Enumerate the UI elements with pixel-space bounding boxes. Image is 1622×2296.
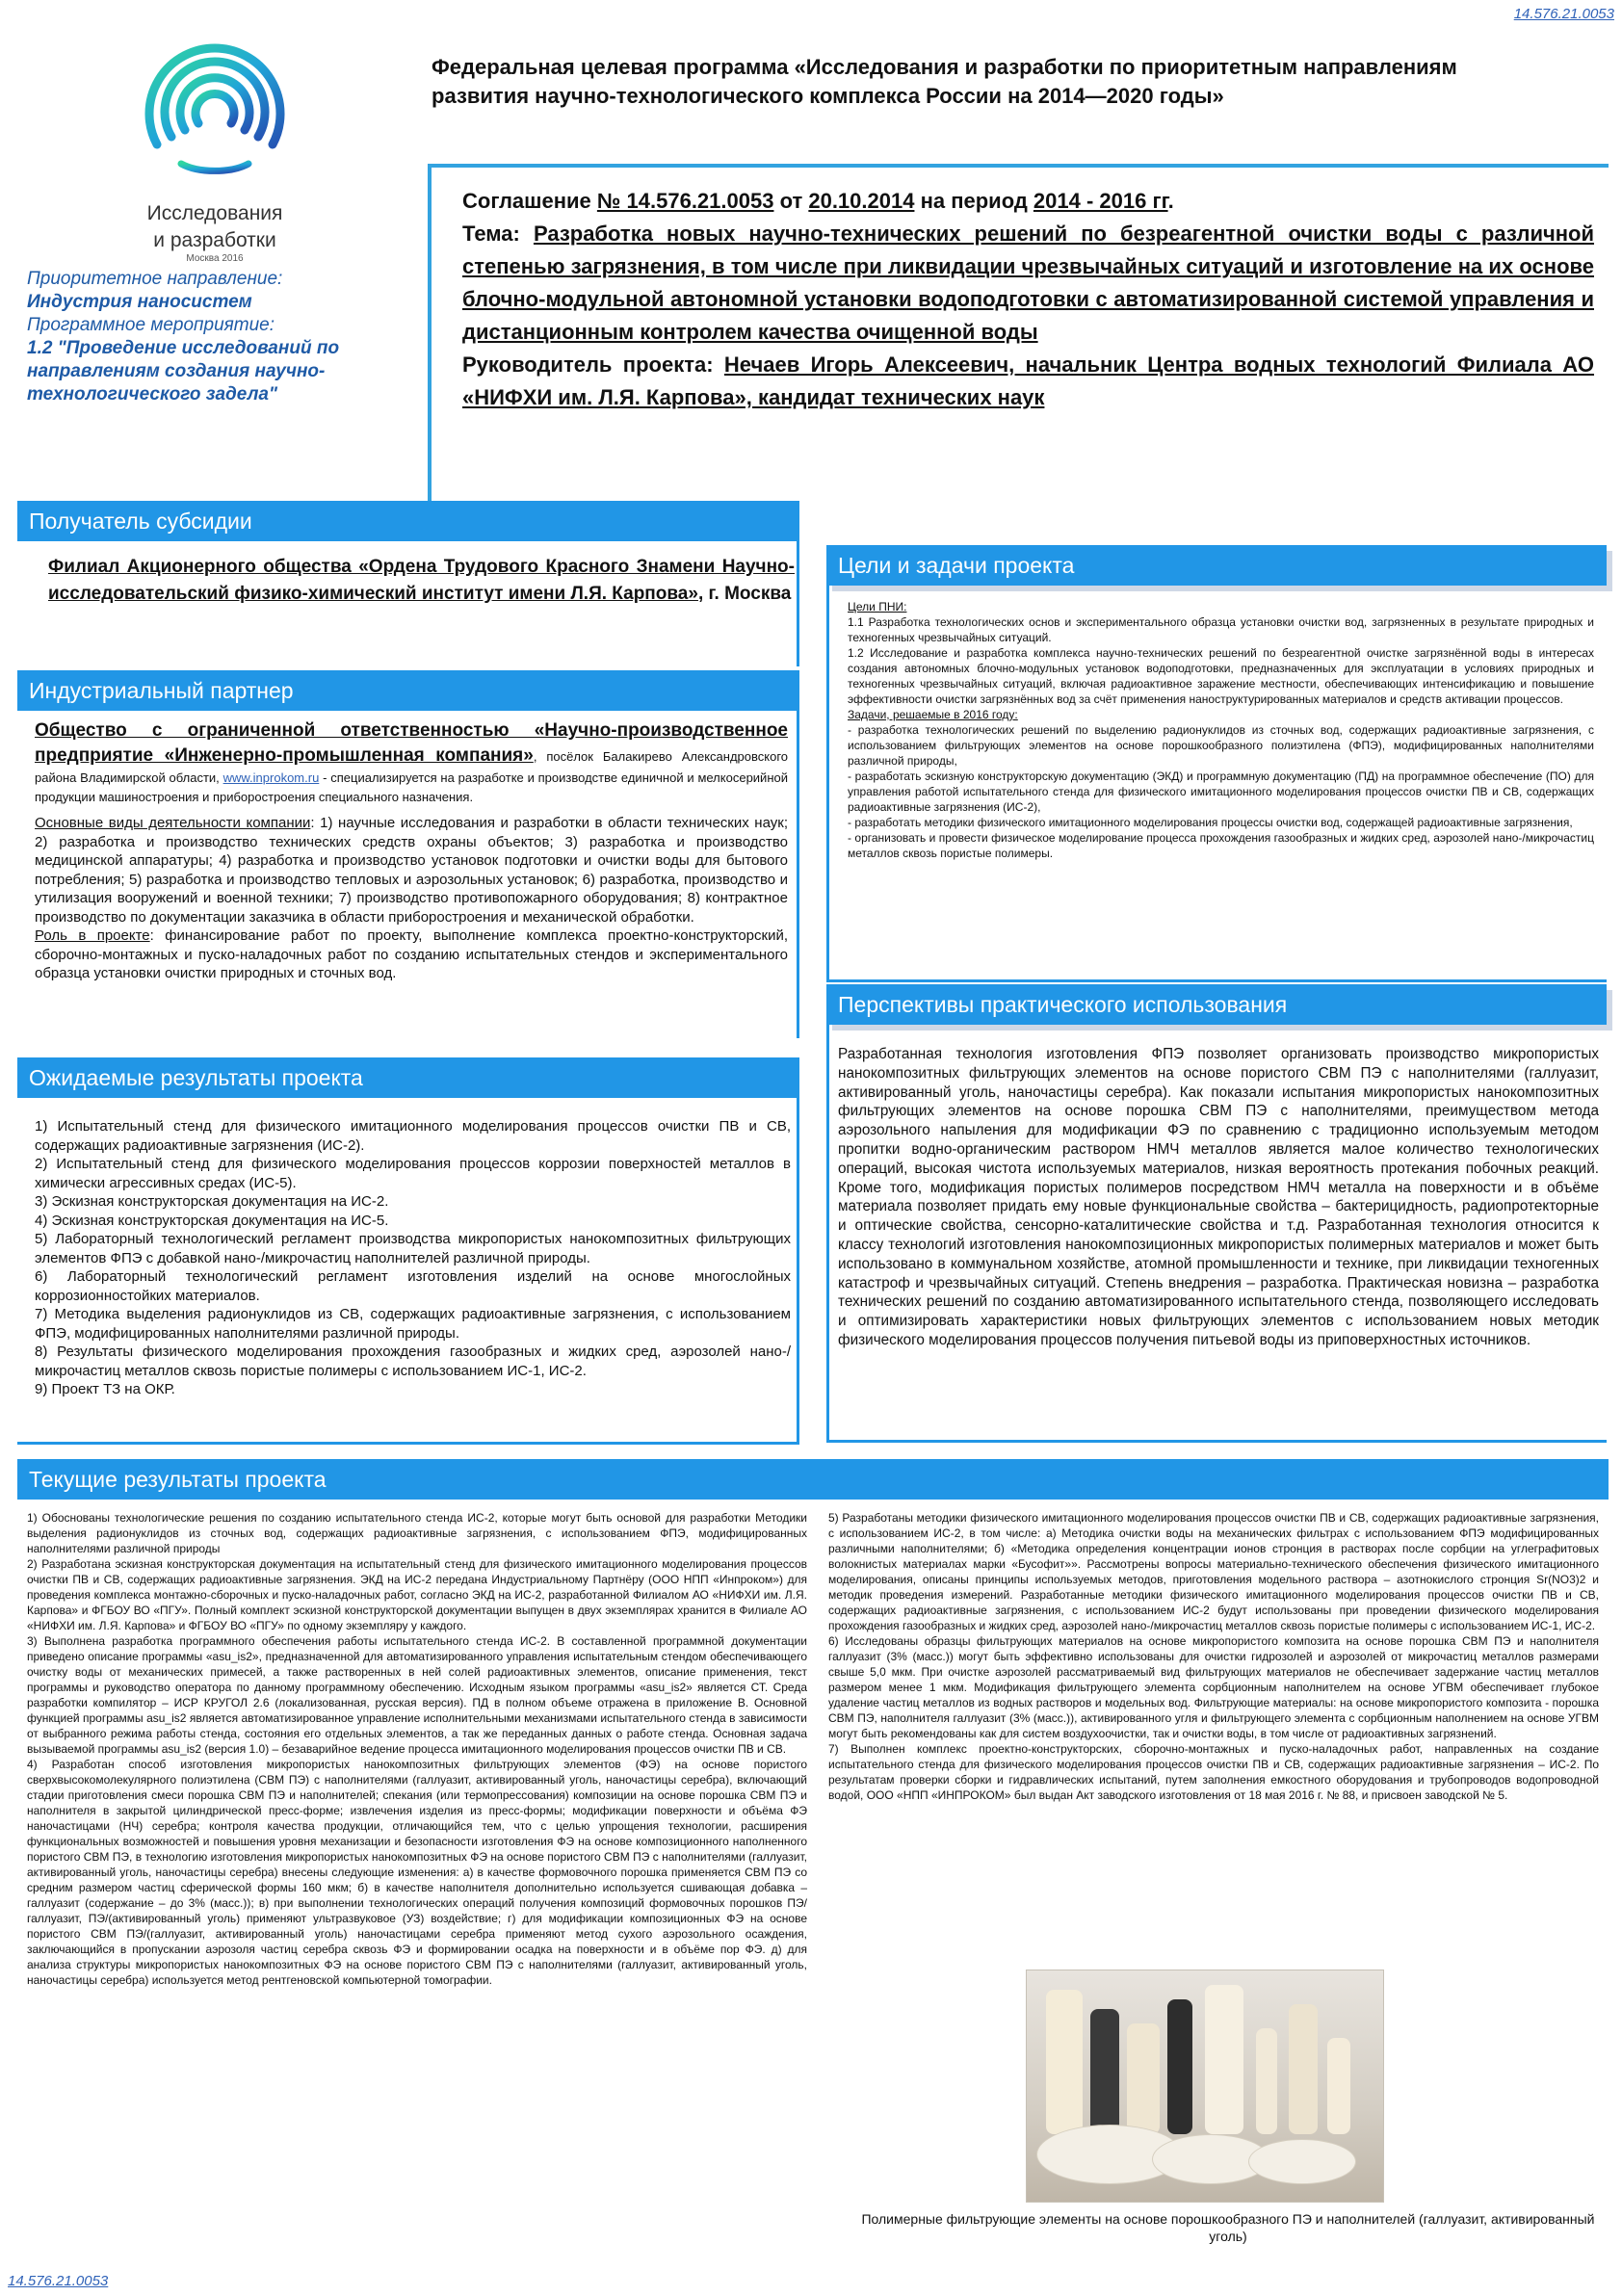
priority-label: Приоритетное направление:: [27, 269, 283, 289]
priority-value: Индустрия наносистем: [27, 292, 252, 312]
section-header-current: Текущие результаты проекта: [17, 1459, 1609, 1500]
section-header-partner: Индустриальный партнер: [17, 670, 799, 711]
partner-activities: Основные виды деятельности компании: 1) научные исследования и разработки в области технических наук; 2) разработка и производство технических средств охраны объектов; 3) разработка и производство медицинской аппаратуры; 4) разработка и производство установок подготовки и очистки воды для бытового потребления; 5) разработка и производство тепловых и аэрозольных установок; 6) разработка, производство и утилизация вооружений и военной техники; 7) производство противопожарного оборудования; 8) контрактное производство по документации заказчика в области приборостроения и механической обработки.: [35, 815, 788, 926]
prospects-text: Разработанная технология изготовления ФПЭ позволяет организовать производство микропористых нанокомпозитных фильтрующих элементов на основе пористого СВМ ПЭ с наполнителями (галлуазит, активированный уголь, наночастицы серебра). Как показали испытания микропористых нанокомпозитных фильтрующих элементов на основе порошка СВМ ПЭ с наполнителями, преимуществом метода аэрозольного напыления для модификации ФЭ по сравнению с традиционно используемым методом пропитки водно-органическим раствором НМЧ металлов является малое количество технологических операций, высокая чистота используемых материалов, низкая вероятность протекания побочных реакций. Кроме того, модификация пористых полимеров посредством НМЧ металла на поверхности и в объёме материала позволяет придать ему новые функциональные свойства – бактерицидность, радиопротекторные и оптические свойства, сенсорно-каталитические свойства и т.д. Разработанная технология относится к классу технологий изготовления нанокомпозиционных микропористых полимерных материалов и может быть использовано в коммунальном хозяйстве, атомной промышленности и технике, при ликвидации техногенных катастроф и чрезвычайных ситуаций. Степень внедрения – разработка. Практическая новизна – разработка технических решений по созданию автоматизированного испытательного стенда, позволяющего исследовать и оптимизировать характеристики новых фильтрующих элементов с использованием новых методик физического моделирования процессов получения питьевой воды из приповерхностных источников.: [838, 1046, 1599, 1348]
filter-cylinder: [1167, 1999, 1192, 2134]
agreement-number: № 14.576.21.0053: [596, 189, 774, 213]
expected-item: 4) Эскизная конструкторская документация на ИС-5.: [35, 1212, 389, 1229]
logo-text-line1: Исследования: [146, 202, 283, 224]
section-header-prospects: Перспективы практического использования: [826, 984, 1607, 1025]
expected-item: 9) Проект ТЗ на ОКР.: [35, 1381, 175, 1397]
goals-pni-item: 1.2 Исследование и разработка комплекса научно-технических решений по безреагентной очистке загрязнённой воды в интересах создания автономных блочно-модульных установок водоподготовки, предназначенных для эксплуатации в условиях природных и техногенных чрезвычайных ситуаций, включая радиоактивное заражение местности, обеспечивающих интенсификацию и повышение эффективности очистки загрязнённых вод за счёт применения наноструктурированных материалов и средств активации процессов.: [848, 646, 1594, 706]
agreement-block: [462, 185, 1594, 414]
current-item: 3) Выполнена разработка программного обеспечения работы испытательного стенда ИС-2. В составленной программной документации приведено описание программы «asu_is2», предназначенной для автоматизированного управления испытательным стендом обеспечивающего очистку воды от механических примесей, а также растворенных в ней солей радиоактивных элементов, описание применения, текст программы и руководство оператора по данному программному обеспечению. Исходным языком программы «asu_is2» является СТ. Среда разработки компилятор – ИСР КРУГОЛ 2.6 (локализованная, русская версия). ПД в полном объеме отражена в приложение В. Основной функцией программы asu_is2 является автоматизированное управление исполнительными механизмами испытательного стенда в зависимости от выбранного режима работы стенда, состояния его отдельных элементов, а так же переданных данных о работе стенда. Основная задача вызываемой программы asu_is2 (версия 1.0) – безаварийное ведение процесса имитационного моделирования процессов очистки ПВ и СВ.: [27, 1634, 807, 1756]
goals-task-item: - организовать и провести физическое моделирование процесса прохождения газообразных и жидких сред, аэрозолей нано-/микрочастиц металлов сквозь пористые полимеры.: [848, 831, 1594, 860]
program-event-label: Программное мероприятие:: [27, 315, 275, 335]
program-event-value: 1.2 "Проведение исследований по направлениям создания научно-технологического задела": [27, 338, 340, 404]
lead-text: Нечаев Игорь Алексеевич, начальник Центра водных технологий Филиала АО «НИФХИ им. Л.Я. Карпова», кандидат технических наук: [462, 352, 1595, 409]
logo-emblem-icon: [123, 39, 306, 193]
recipient-text: Филиал Акционерного общества «Ордена Трудового Красного Знамени Научно-исследовательский физико-химический институт имени Л.Я. Карпова», г. Москва: [48, 557, 795, 604]
lead-line: Руководитель проекта: Нечаев Игорь Алексеевич, начальник Центра водных технологий Филиала АО «НИФХИ им. Л.Я. Карпова», кандидат технических наук: [462, 352, 1595, 409]
program-title: Федеральная целевая программа «Исследования и разработки по приоритетным направлениям развития научно-технологического комплекса России на 2014—2020 годы»: [432, 55, 1457, 108]
partner-title: Общество с ограниченной ответственностью «Научно-производственное предприятие «Инженерно-промышленная компания»: [35, 720, 788, 766]
filter-cylinder: [1289, 2004, 1318, 2134]
current-item: 1) Обоснованы технологические решения по созданию испытательного стенда ИС-2, которые могут быть основой для разработки Методики выделения радионуклидов из сточных вод, содержащих радиоактивные загрязнения, с использованием ФПЭ, модифицированных наполнителями различной природы: [27, 1511, 807, 1555]
filter-cylinder: [1327, 2038, 1350, 2134]
document-code-bottom[interactable]: 14.576.21.0053: [8, 2273, 109, 2289]
agreement-date: 20.10.2014: [808, 189, 915, 213]
current-right-column: [828, 1510, 1599, 1803]
filter-cylinder: [1046, 1990, 1083, 2134]
filter-cylinder: [1127, 2023, 1160, 2134]
current-item: 2) Разработана эскизная конструкторская документация на испытательный стенд для физического имитационного моделирования процессов очистки ПВ и СВ, содержащих радиоактивные загрязнения. ЭКД на ИС-2 передана Индустриальному Партнёру (ООО НПП «Инпроком») для проведения комплекса монтажно-сборочных и пуско-наладочных работ, согласно ЭКД на ИС-2, разработанной Филиалом АО «НИФХИ им. Л.Я. Карпова» и ФГБОУ ВО «ПГУ». Полный комплект эскизной конструкторской документации выпущен в двух экземплярах хранится в Филиале АО «НИФХИ им. Л.Я. Карпова» и ФГБОУ ВО «ПГУ» по одному экземпляру у каждого.: [27, 1557, 807, 1632]
partner-role: Роль в проекте: финансирование работ по проекту, выполнение комплекса проектно-конструкторский, сборочно-монтажных и пуско-наладочных работ по созданию испытательных стендов и экспериментального образца установки очистки природных и сточных вод.: [35, 927, 789, 981]
goals-tasks-label: Задачи, решаемые в 2016 году:: [848, 708, 1018, 721]
recipient-frame: [17, 541, 799, 666]
current-item: 4) Разработан способ изготовления микропористых нанокомпозитных фильтрующих элементов (ФЭ) на основе пористого сверхвысокомолекулярного полиэтилена (СВМ ПЭ) с наполнителями (галлуазит, активированный уголь, наночастицы серебра), включающий стадии приготовления смеси порошка СВМ ПЭ и наполнителей; спекания (или термопрессования) композиции на основе порошка СВМ ПЭ и наполнителя в закрытой цилиндрической пресс-форме; извлечения изделия из пресс-формы; модификации поверхности и объёма ФЭ наночастицами (НЧ) серебра; контроля качества продукции, отличающийся тем, что с целью упрощения технологии, расширения функциональных возможностей и повышения уровня механизации и безопасности изготовления ФЭ на основе композиционного наполненного пористого СВМ ПЭ, в технологию изготовления микропористых нанокомпозитных ФЭ на основе пористого СВМ ПЭ с наполнителями (галлуазит, активированный уголь, наночастицы серебра) внесены следующие изменения: а) в качестве формовочного порошка применяется СВМ ПЭ со средним размером частиц сферической формы 160 мкм; б) в качестве наполнителя дополнительно используется сшивающая добавка – галлуазит (содержание – до 3% (масс.)); в) при выполнении технологических операций получения композиций формовочных порошков ПЭ/галлуазит, ПЭ/(активированный уголь) применяют ультразвуковое (УЗ) воздействие; г) для модификации композиционных ФЭ на основе пористого СВМ ПЭ/(галлуазит, активированный уголь) наночастицами серебра применяют метод сухого аэрозольного осаждения, заключающийся в пропускании аэрозоля частиц серебра сквозь ФЭ и формировании осадка на поверхности и в объёме пор ФЭ. д) для анализа структуры микропористых нанокомпозитных ФЭ на основе пористого СВМ ПЭ с наполнителями (галлуазит, активированный уголь, наночастицы серебра) используется метод рентгеновской компьютерной томографии.: [27, 1758, 807, 1987]
current-left-column: [27, 1510, 807, 1988]
goals-pni-item: 1.1 Разработка технологических основ и экспериментального образца установки очистки вод, загрязненных в результате природных и техногенных чрезвычайных ситуаций.: [848, 615, 1594, 644]
expected-item: 3) Эскизная конструкторская документация на ИС-2.: [35, 1193, 389, 1210]
goals-frame: [826, 586, 1607, 982]
partner-site-link[interactable]: www.inprokom.ru: [222, 770, 320, 785]
filter-elements-photo: [1026, 1970, 1384, 2203]
section-header-recipient: Получатель субсидии: [17, 501, 799, 541]
goals-task-item: - разработать методики физического имитационного моделирования процессы очистки вод, содержащей радиоактивные загрязнения,: [848, 816, 1573, 829]
goals-task-item: - разработка технологических решений по выделению радионуклидов из сточных вод, содержащих радиоактивные загрязнения, с использованием фильтрующих элементов на основе порошкообразного полиэтилена (ФПЭ), модифицированных наполнителями различной природы,: [848, 723, 1594, 768]
logo-text-line3: Москва 2016: [186, 253, 244, 264]
goals-pni-label: Цели ПНИ:: [848, 600, 907, 613]
partner-block: Общество с ограниченной ответственностью «Научно-производственное предприятие «Инженерно-промышленная компания», посёлок Балакирево Александровского района Владимирской области, www.inprokom.ru - специализируется на разработке и производстве единичной и мелкосерийной продукции машиностроения и приборостроения специального назначения. Основные виды деятельности компании: 1) научные исследования и разработки в области технических наук; 2) разработка и производство технических средств охраны объектов; 3) разработка и производство медицинской аппаратуры; 4) разработка и производство установок подготовки и очистки воды для бытового потребления; 5) разработка и производство тепловых и аэрозольных установок; 6) разработка, производство и утилизация вооружений и военной техники; 7) производство противопожарного оборудования; 8) контрактное производство по документации заказчика в области приборостроения и механической обработки. Роль в проекте: финансирование работ по проекту, выполнение комплекса проектно-конструкторский, сборочно-монтажных и пуско-наладочных работ по созданию испытательных стендов и экспериментального образца установки очистки природных и сточных вод.: [35, 720, 789, 981]
prospects-frame: [826, 1025, 1607, 1443]
logo-text-line2: и разработки: [153, 229, 276, 251]
document-code-top[interactable]: 14.576.21.0053: [1513, 6, 1614, 22]
topic-text: Разработка новых научно-технических решений по безреагентной очистки воды с различной степенью загрязнения, в том числе при ликвидации чрезвычайных ситуаций и изготовление на их основе блочно-модульной автономной установки водоподготовки с автоматизированной системой управления и дистанционным контролем качества очищенной воды: [462, 222, 1595, 344]
agreement-period: 2014 - 2016 гг: [1033, 189, 1168, 213]
expected-item: 8) Результаты физического моделирования прохождения газообразных и жидких сред, аэрозолей нано-/микрочастиц металлов сквозь пористые полимеры с использованием ИС-1, ИС-2.: [35, 1344, 791, 1379]
filter-cylinder: [1090, 2009, 1119, 2134]
expected-item: 6) Лабораторный технологический регламент изготовления изделий на основе многослойных коррозионностойких материалов.: [35, 1268, 791, 1304]
goals-task-item: - разработать эскизную конструкторскую документацию (ЭКД) и программную документацию (ПД) на программное обеспечение (ПО) для управления работой испытательного стенда для физического имитационного моделирования процессов очистки ПВ и СВ, содержащих радиоактивные загрязнения (ИС-2),: [848, 770, 1594, 814]
current-item: 7) Выполнен комплекс проектно-конструкторских, сборочно-монтажных и пуско-наладочных работ, направленных на создание испытательного стенда для физического моделирования процессов очистки ПВ и СВ, содержащих радиоактивные загрязнения – ИС-2. По результатам проверки сборки и гидравлических испытаний, путем заполнения емкостного оборудования и трубопроводов водопроводной водой, ООО «НПП «ИНПРОКОМ» был выдан Акт заводского изготовления от 18 мая 2016 г. № 88, и присвоен заводской № 5.: [828, 1742, 1599, 1802]
topic-line: Тема: Разработка новых научно-технических решений по безреагентной очистки воды с различной степенью загрязнения, в том числе при ликвидации чрезвычайных ситуаций и изготовление на их основе блочно-модульной автономной установки водоподготовки с автоматизированной системой управления и дистанционным контролем качества очищенной воды: [462, 222, 1595, 344]
agreement-line: Соглашение № 14.576.21.0053 от 20.10.2014 на период 2014 - 2016 гг.: [462, 189, 1174, 213]
section-header-goals: Цели и задачи проекта: [826, 545, 1607, 586]
photo-caption: Полимерные фильтрующие элементы на основе порошкообразного ПЭ и наполнителей (галлуазит, активированный уголь): [861, 2211, 1595, 2244]
filter-cylinder: [1205, 1985, 1243, 2134]
current-item: 6) Исследованы образцы фильтрующих материалов на основе микропористого композита на основе порошка СВМ ПЭ и наполнителя галлуазит (3% (масс.)) могут быть эффективно использованы для очистки гидрозолей и аэрозолей от микрочастиц металлов размерами свыше 5,0 мкм. При очистке аэрозолей рассматриваемый вид фильтрующих материалов не обеспечивает задержание частиц металлов размером менее 1 мкм. Модификация фильтрующего элемента сорбционным наполнителем на основе УГВМ обеспечивает глубокое удаление частиц металлов из водных растворов и модельных вод. Фильтрующие материалы: на основе микропористого композита - порошка СВМ ПЭ, наполнителя галлуазит (3% (масс.)), активированного угля и фильтрующего элемента с сорбционным наполнением на основе УГВМ могут быть рекомендованы как для систем воздухоочистки, так и очистки воды, в том числе от радиоактивных загрязнений.: [828, 1634, 1599, 1740]
expected-item: 5) Лабораторный технологический регламент производства микропористых нанокомпозитных фильтрующих элементов ФПЭ с добавкой нано-/микрочастиц наполнителей различной природы.: [35, 1231, 791, 1266]
expected-item: 7) Методика выделения радионуклидов из СВ, содержащих радиоактивные загрязнения, с использованием ФПЭ, модифицированных наполнителями различной природы.: [35, 1306, 791, 1342]
logo: [123, 39, 306, 264]
filter-cylinder: [1256, 2028, 1277, 2134]
partner-frame: [17, 711, 799, 1038]
filter-disk: [1248, 2139, 1356, 2184]
section-header-expected: Ожидаемые результаты проекта: [17, 1057, 799, 1098]
expected-item: 2) Испытательный стенд для физического моделирования процессов коррозии поверхностей металлов в химически агрессивных средах (ИС-5).: [35, 1156, 791, 1191]
expected-item: 1) Испытательный стенд для физического имитационного моделирования процессов очистки ПВ и СВ, содержащих радиоактивные загрязнения (ИС-2).: [35, 1118, 791, 1154]
priority-block: [27, 268, 412, 406]
expected-frame: [17, 1098, 799, 1445]
current-item: 5) Разработаны методики физического имитационного моделирования процессов очистки ПВ и СВ, содержащих радиоактивные загрязнения, с использованием ИС-2, в том числе: а) Методика очистки воды на механических фильтрах с использованием ФПЭ модифицированных различными наполнителями; б) «Методика определения концентрации ионов стронция в растворах после сорбции на углеграфитовых волокнистых материалах марки «Бусофит»». Рассмотрены вопросы материально-технического обеспечения физического имитационного моделирования, описаны принципы используемых методов, приготовления модельного раствора – азотнокислого стронция Sr(NO3)2 и методик проведения измерений. Разработанные методики физического имитационного моделирования процессов очистки ПВ и СВ, содержащих радиоактивные загрязнения, с использованием ИС-2 будут использованы при проведении физического моделирования прохождения газообразных и жидких сред, аэрозолей нано-/микрочастиц металлов сквозь пористые полимеры с использованием ИС-1, ИС-2.: [828, 1511, 1599, 1632]
